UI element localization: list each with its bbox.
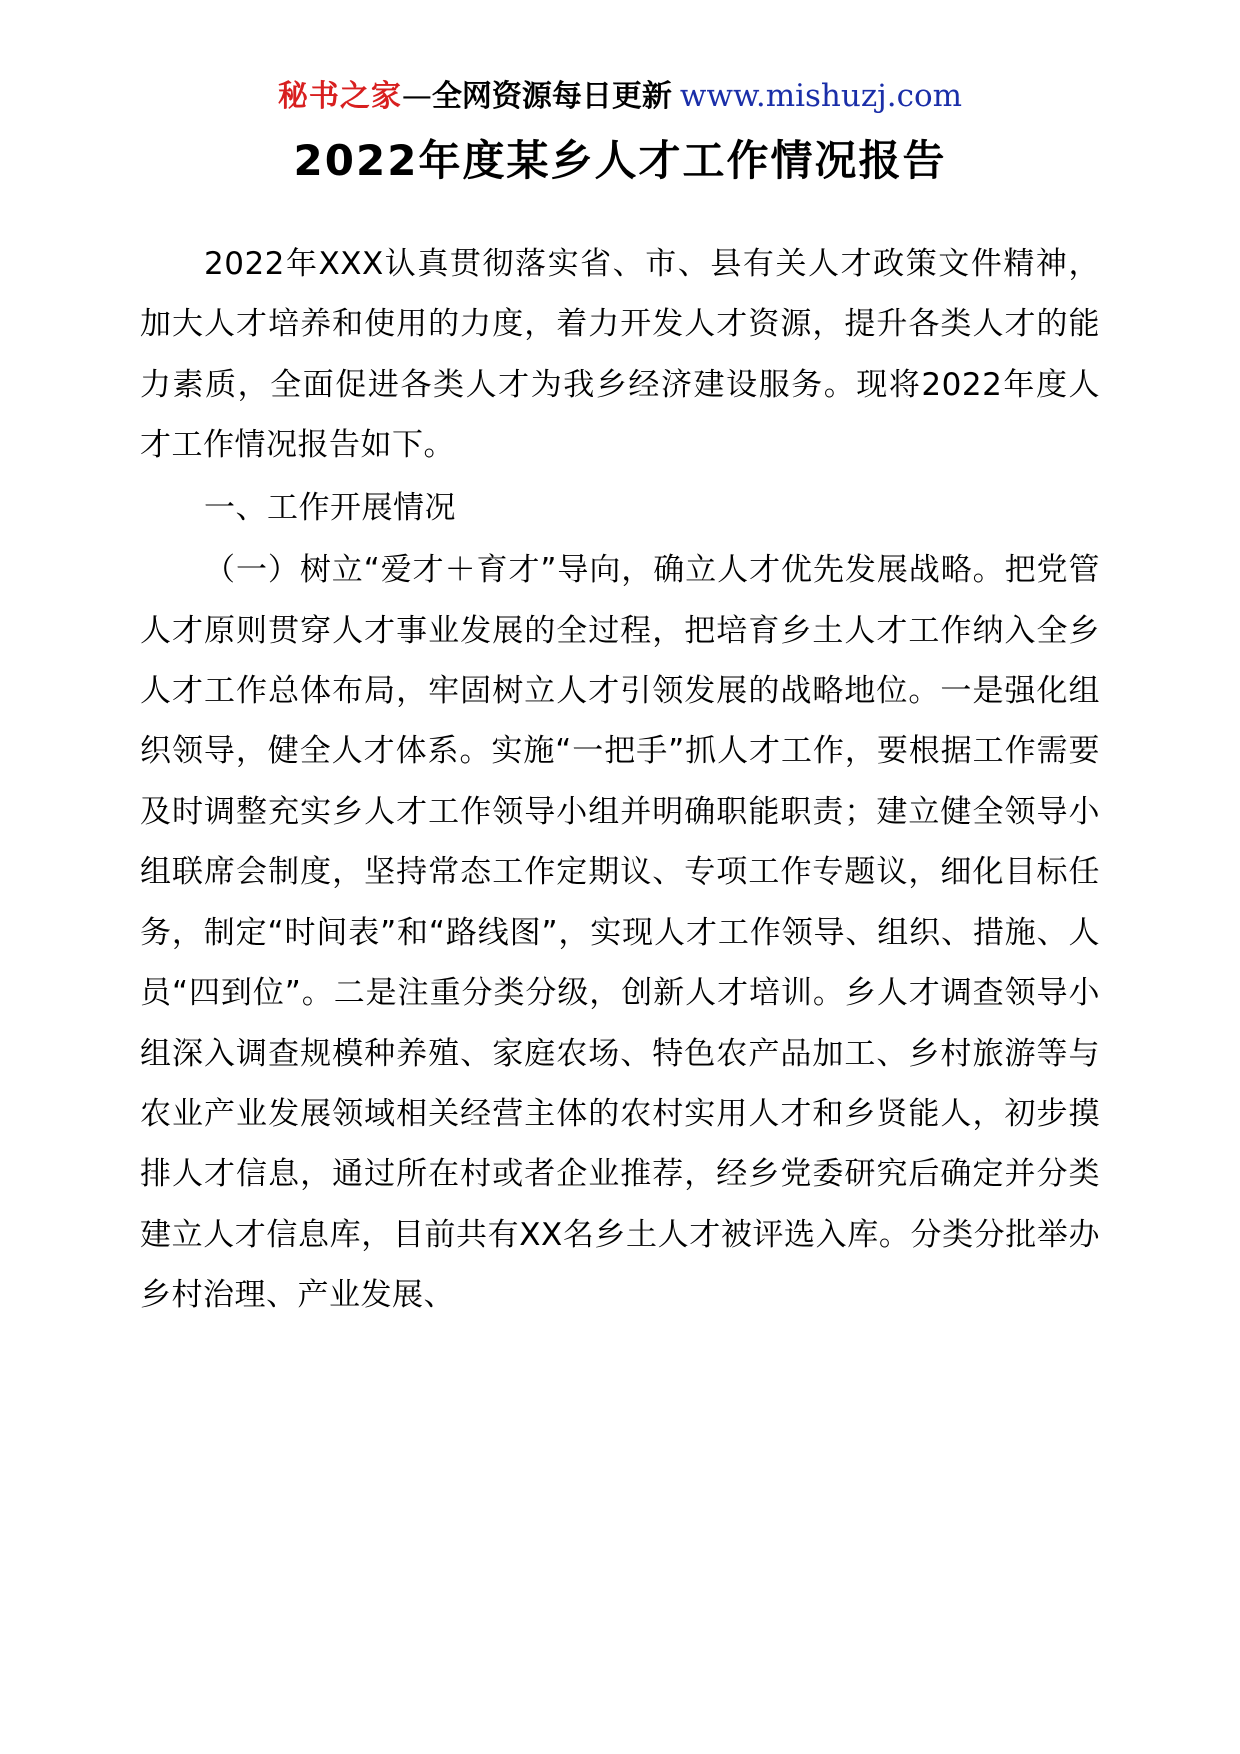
page-title: 2022年度某乡人才工作情况报告 xyxy=(293,136,947,186)
site-tagline: 全网资源每日更新 xyxy=(431,79,672,114)
site-watermark xyxy=(140,78,1100,115)
paragraph-subsection-one: （一）树立“爱才＋育才”导向，确立人才优先发展战略。把党管人才原则贯穿人才事业发展的全过程，把培育乡土人才工作纳入全乡人才工作总体布局，牢固树立人才引领发展的战略地位。一是强化组织领导，健全人才体系。实施“一把手”抓人才工作，要根据工作需要及时调整充实乡人才工作领导小组并明确职能职责；建立健全领导小组联席会制度，坚持常态工作定期议、专项工作专题议，细化目标任务，制定“时间表”和“路线图”，实现人才工作领导、组织、措施、人员“四到位”。二是注重分类分级，创新人才培训。乡人才调查领导小组深入调查规模种养殖、家庭农场、特色农产品加工、乡村旅游等与农业产业发展领域相关经营主体的农村实用人才和乡贤能人，初步摸排人才信息，通过所在村或者企业推荐，经乡党委研究后确定并分类建立人才信息库，目前共有XX名乡土人才被评选入库。分类分批举办乡村治理、产业发展、 xyxy=(140,552,1100,1314)
site-url[interactable]: www.mishuzj.com xyxy=(679,78,963,114)
section-heading-one: 一、工作开展情况 xyxy=(204,489,456,526)
paragraph-intro: 2022年XXX认真贯彻落实省、市、县有关人才政策文件精神，加大人才培养和使用的力度，着力开发人才资源，提升各类人才的能力素质，全面促进各类人才为我乡经济建设服务。现将2022年度人才工作情况报告如下。 xyxy=(140,245,1100,464)
watermark-dash: — xyxy=(401,79,432,114)
site-brand: 秘书之家 xyxy=(277,79,402,114)
